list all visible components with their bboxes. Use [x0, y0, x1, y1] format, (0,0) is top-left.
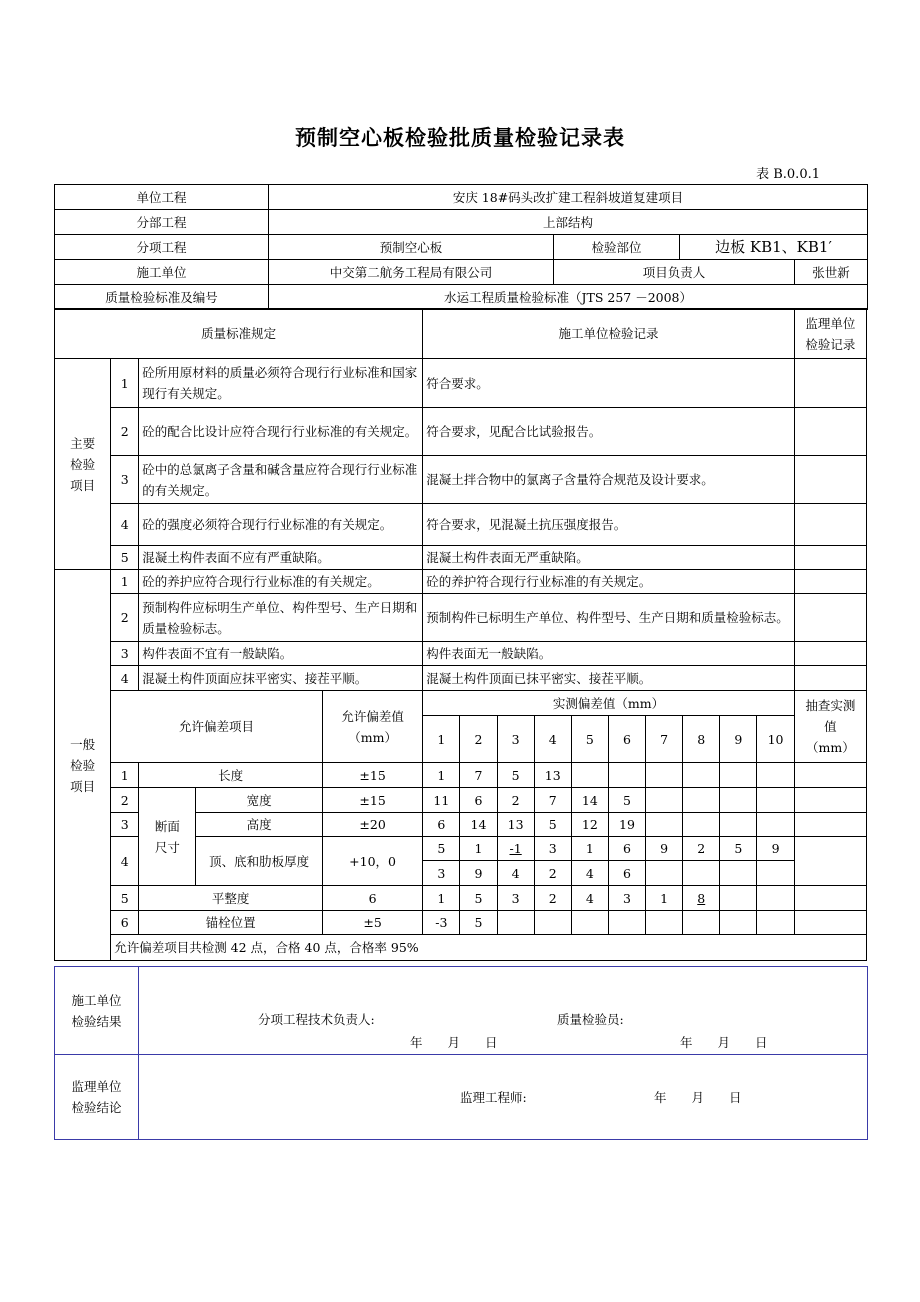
measured-value-cell: 1	[423, 763, 460, 788]
measured-value-cell: 13	[497, 813, 534, 837]
supervision-conclusion-label	[55, 1055, 139, 1140]
construction-unit-value: 中交第二航务工程局有限公司	[269, 260, 554, 285]
general-row-record: 构件表面无一般缺陷。	[423, 642, 794, 666]
measured-value-cell: 1	[646, 886, 683, 911]
main-label-line2: 检验	[70, 456, 96, 472]
measured-value-cell	[683, 813, 720, 837]
deviation-row-name: 宽度	[196, 788, 322, 813]
point-number-header: 6	[608, 716, 645, 763]
measured-value-cell	[757, 886, 794, 911]
measured-value-cell: 9	[757, 837, 794, 861]
general-row-supervision	[794, 594, 866, 642]
measured-value-cell	[683, 911, 720, 935]
deviation-row-allow: ±15	[322, 788, 422, 813]
general-row-supervision	[794, 570, 866, 594]
measured-value-cell: 6	[460, 788, 497, 813]
standard-value: 水运工程质量检验标准（JTS 257 －2008）	[269, 285, 868, 310]
unit-project-value: 安庆 18#码头改扩建工程斜坡道复建项目	[269, 185, 868, 210]
date-1: 年 月 日	[410, 1034, 498, 1050]
main-row-standard: 砼所用原材料的质量必须符合现行行业标准和国家现行有关规定。	[139, 359, 423, 408]
measured-value-cell: 1	[571, 837, 608, 861]
main-row-standard: 砼的配合比设计应符合现行行业标准的有关规定。	[139, 408, 423, 456]
measured-value-cell	[683, 763, 720, 788]
date-2: 年 月 日	[680, 1034, 768, 1050]
point-number-header: 7	[646, 716, 683, 763]
page-title: 预制空心板检验批质量检验记录表	[295, 125, 625, 150]
general-row-standard: 混凝土构件顶面应抹平密实、接茬平顺。	[139, 666, 423, 691]
division-label: 分部工程	[55, 210, 269, 235]
measured-value-cell	[683, 861, 720, 886]
main-row-supervision	[794, 359, 866, 408]
measured-value-cell	[571, 763, 608, 788]
measured-value-cell: 8	[683, 886, 720, 911]
general-label-line1: 一般	[70, 736, 96, 752]
measured-value-cell: 6	[608, 837, 645, 861]
measured-value-cell	[646, 861, 683, 886]
subitem-value: 预制空心板	[269, 235, 554, 260]
construction-result-line1: 施工单位	[71, 992, 122, 1008]
main-row-no: 5	[111, 546, 139, 570]
section-label-line1: 断面	[154, 818, 180, 834]
manager-value: 张世新	[795, 260, 868, 285]
header-table	[54, 184, 868, 310]
deviation-row-allow: ±15	[322, 763, 422, 788]
measured-value-cell: 2	[534, 886, 571, 911]
main-row-supervision	[794, 408, 866, 456]
measured-value-cell: 5	[720, 837, 757, 861]
measured-value-cell	[720, 911, 757, 935]
section-label-line2: 尺寸	[154, 839, 180, 855]
measured-value-cell	[683, 788, 720, 813]
point-number-header: 5	[571, 716, 608, 763]
measured-value-cell: 19	[608, 813, 645, 837]
general-row-standard: 预制构件应标明生产单位、构件型号、生产日期和质量检验标志。	[139, 594, 423, 642]
measured-value-cell: 3	[423, 861, 460, 886]
measured-value-cell: 3	[608, 886, 645, 911]
engineer-label: 监理工程师:	[460, 1090, 527, 1105]
measured-value-cell: 1	[460, 837, 497, 861]
deviation-summary: 允许偏差项目共检测 42 点，合格 40 点，合格率 95%	[111, 935, 867, 961]
deviation-spot-header	[794, 691, 866, 763]
spot-header-line1: 抽查实测	[805, 698, 856, 713]
deviation-row-no: 4	[111, 837, 139, 886]
point-number-header: 4	[534, 716, 571, 763]
measured-value-cell	[497, 911, 534, 935]
measured-value-cell: 5	[534, 813, 571, 837]
measured-value-cell: 3	[497, 886, 534, 911]
measured-value-cell	[608, 763, 645, 788]
allow-header-line2: （mm）	[348, 729, 397, 745]
division-value: 上部结构	[269, 210, 868, 235]
measured-value-cell	[720, 788, 757, 813]
main-row-record: 符合要求，见混凝土抗压强度报告。	[423, 504, 794, 546]
measured-value-cell	[646, 763, 683, 788]
point-number-header: 1	[423, 716, 460, 763]
measured-value-cell: 5	[423, 837, 460, 861]
spot-check-cell	[794, 813, 866, 837]
spot-check-cell	[794, 911, 866, 935]
section-size-label	[139, 788, 196, 886]
tech-lead-label: 分项工程技术负责人:	[258, 1011, 375, 1027]
general-row-no: 4	[111, 666, 139, 691]
construction-result-label	[55, 967, 139, 1055]
deviation-row-no: 5	[111, 886, 139, 911]
measured-value-cell: 7	[534, 788, 571, 813]
construction-signature-area	[139, 967, 868, 1055]
measured-value-cell: 4	[571, 886, 608, 911]
general-items-label	[55, 570, 111, 961]
main-label-line1: 主要	[70, 435, 96, 451]
general-row-no: 2	[111, 594, 139, 642]
measured-value-cell	[646, 911, 683, 935]
supervision-conclusion-line2: 检验结论	[71, 1100, 122, 1115]
main-row-supervision	[794, 504, 866, 546]
deviation-row-name: 顶、底和肋板厚度	[196, 837, 322, 886]
measured-value-cell	[720, 763, 757, 788]
deviation-item-header: 允许偏差项目	[111, 691, 323, 763]
main-label-line3: 项目	[70, 477, 96, 493]
measured-value-cell	[720, 886, 757, 911]
measured-value-cell: 1	[423, 886, 460, 911]
supervision-signature-area	[139, 1055, 868, 1140]
main-row-standard: 砼中的总氯离子含量和碱含量应符合现行行业标准的有关规定。	[139, 456, 423, 504]
subitem-label: 分项工程	[55, 235, 269, 260]
spot-check-cell	[794, 886, 866, 911]
main-row-supervision	[794, 546, 866, 570]
measured-value-cell: 6	[608, 861, 645, 886]
measured-value-cell: 9	[460, 861, 497, 886]
location-value: 边板 KB1、KB1′	[680, 235, 868, 260]
general-label-line3: 项目	[70, 778, 96, 794]
unit-project-label: 单位工程	[55, 185, 269, 210]
measured-value-cell	[757, 763, 794, 788]
standard-label: 质量检验标准及编号	[55, 285, 269, 310]
spot-check-cell	[794, 763, 866, 788]
measured-value-cell: 13	[534, 763, 571, 788]
spot-check-cell	[794, 837, 866, 886]
point-number-header: 2	[460, 716, 497, 763]
measured-value-cell	[646, 813, 683, 837]
deviation-row-name: 高度	[196, 813, 322, 837]
spot-header-line3: （mm）	[805, 740, 855, 755]
measured-value-cell	[757, 813, 794, 837]
point-number-header: 8	[683, 716, 720, 763]
measured-value-cell: 2	[534, 861, 571, 886]
general-row-standard: 砼的养护应符合现行行业标准的有关规定。	[139, 570, 423, 594]
col-record-header: 施工单位检验记录	[423, 309, 794, 359]
manager-label: 项目负责人	[554, 260, 795, 285]
deviation-row-allow: ±20	[322, 813, 422, 837]
general-row-no: 1	[111, 570, 139, 594]
measured-value-cell: 14	[460, 813, 497, 837]
general-row-supervision	[794, 666, 866, 691]
measured-value-cell: 14	[571, 788, 608, 813]
measured-value-cell	[720, 861, 757, 886]
deviation-row-no: 2	[111, 788, 139, 813]
measured-value-cell: 7	[460, 763, 497, 788]
measured-value-cell: -1	[497, 837, 534, 861]
main-row-no: 1	[111, 359, 139, 408]
deviation-row-no: 6	[111, 911, 139, 935]
main-row-no: 3	[111, 456, 139, 504]
general-row-standard: 构件表面不宜有一般缺陷。	[139, 642, 423, 666]
measured-value-cell	[571, 911, 608, 935]
date-3: 年 月 日	[654, 1090, 742, 1105]
deviation-allow-header	[322, 691, 422, 763]
measured-value-cell	[646, 788, 683, 813]
measured-value-cell: 4	[571, 861, 608, 886]
main-row-standard: 砼的强度必须符合现行行业标准的有关规定。	[139, 504, 423, 546]
main-row-record: 混凝土构件表面无严重缺陷。	[423, 546, 794, 570]
main-row-record: 混凝土拌合物中的氯离子含量符合规范及设计要求。	[423, 456, 794, 504]
main-row-standard: 混凝土构件表面不应有严重缺陷。	[139, 546, 423, 570]
measured-value-cell: 5	[497, 763, 534, 788]
measured-value-cell: 12	[571, 813, 608, 837]
measured-value-cell: 5	[460, 911, 497, 935]
measured-value-cell	[534, 911, 571, 935]
allow-header-line1: 允许偏差值	[341, 708, 404, 724]
general-row-supervision	[794, 642, 866, 666]
general-label-line2: 检验	[70, 757, 96, 773]
measured-value-cell: -3	[423, 911, 460, 935]
measured-value-cell	[757, 911, 794, 935]
measured-value-cell	[757, 861, 794, 886]
construction-result-line2: 检验结果	[71, 1013, 122, 1029]
measured-value-cell	[720, 813, 757, 837]
measured-value-cell	[757, 788, 794, 813]
deviation-row-no: 1	[111, 763, 139, 788]
measured-value-cell: 5	[608, 788, 645, 813]
col-standard-header: 质量标准规定	[55, 309, 423, 359]
general-row-record: 预制构件已标明生产单位、构件型号、生产日期和质量检验标志。	[423, 594, 794, 642]
spot-header-line2: 值	[824, 719, 837, 734]
measured-value-cell: 2	[497, 788, 534, 813]
point-number-header: 9	[720, 716, 757, 763]
measured-value-cell: 3	[534, 837, 571, 861]
deviation-measured-header: 实测偏差值（mm）	[423, 691, 794, 716]
general-row-no: 3	[111, 642, 139, 666]
col-supervision-line2: 检验记录	[805, 336, 856, 352]
main-row-supervision	[794, 456, 866, 504]
col-supervision-header	[794, 309, 866, 359]
measured-value-cell: 2	[683, 837, 720, 861]
measured-value-cell: 11	[423, 788, 460, 813]
main-row-no: 4	[111, 504, 139, 546]
point-number-header: 3	[497, 716, 534, 763]
main-row-record: 符合要求，见配合比试验报告。	[423, 408, 794, 456]
supervision-conclusion-line1: 监理单位	[71, 1079, 122, 1094]
general-row-record: 混凝土构件顶面已抹平密实、接茬平顺。	[423, 666, 794, 691]
point-number-header: 10	[757, 716, 794, 763]
inspector-label: 质量检验员:	[557, 1011, 624, 1027]
location-label: 检验部位	[554, 235, 680, 260]
main-items-label	[55, 359, 111, 570]
deviation-row-name: 长度	[139, 763, 323, 788]
measured-value-cell	[608, 911, 645, 935]
inspection-table	[54, 308, 867, 961]
spot-check-cell	[794, 788, 866, 813]
measured-value-cell: 9	[646, 837, 683, 861]
main-row-no: 2	[111, 408, 139, 456]
deviation-row-name: 锚栓位置	[139, 911, 323, 935]
general-row-record: 砼的养护符合现行行业标准的有关规定。	[423, 570, 794, 594]
col-supervision-line1: 监理单位	[805, 315, 856, 331]
deviation-row-no: 3	[111, 813, 139, 837]
measured-value-cell: 6	[423, 813, 460, 837]
measured-value-cell: 5	[460, 886, 497, 911]
deviation-row-allow: +10，0	[322, 837, 422, 886]
main-row-record: 符合要求。	[423, 359, 794, 408]
form-code: 表 B.0.0.1	[756, 167, 820, 182]
deviation-row-allow: ±5	[322, 911, 422, 935]
conclusion-table	[54, 966, 868, 1140]
deviation-row-name: 平整度	[139, 886, 323, 911]
measured-value-cell: 4	[497, 861, 534, 886]
construction-unit-label: 施工单位	[55, 260, 269, 285]
deviation-row-allow: 6	[322, 886, 422, 911]
